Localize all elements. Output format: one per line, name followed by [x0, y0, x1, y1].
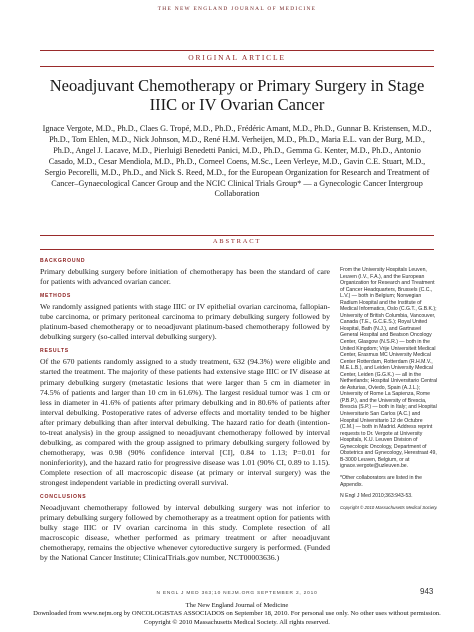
download-notice [0, 602, 474, 627]
journal-issue-info: N ENGL J MED 363;10 NEJM.ORG SEPTEMBER 2, 2010 [156, 591, 318, 596]
other-collaborators-note: *Other collaborators are listed in the Appendix. [340, 474, 423, 488]
abstract-body [40, 256, 330, 563]
article-type-bottom-rule [40, 66, 434, 67]
sidebar-copyright: Copyright © 2010 Massachusetts Medical Society. [340, 504, 438, 510]
article-type-label: ORIGINAL ARTICLE [188, 53, 286, 62]
download-notice-copyright: Copyright © 2010 Massachusetts Medical Society. All rights reserved. [144, 618, 330, 626]
download-notice-journal: The New England Journal of Medicine [185, 602, 289, 609]
article-type-top-rule [40, 50, 434, 51]
page-number: 943 [420, 587, 434, 596]
citation: N Engl J Med 2010;363:943-53. [340, 493, 413, 500]
download-notice-source: Downloaded from www.nejm.org by ONCOLOGISTAS ASSOCIADOS on September 18, 2010. For personal use only. No other uses without permission. [33, 610, 441, 618]
conclusions-label: CONCLUSIONS [40, 494, 87, 501]
affiliations-sidebar [340, 267, 438, 516]
conclusions-text: Neoadjuvant chemotherapy followed by interval debulking surgery was not inferior to primary debulking surgery followed by chemotherapy as a treatment option for patients with bulky stage IIIC or IV ovarian carcinoma in this study. Complete resection of all macroscopic disease, whether performed as primary treatment or after neoadjuvant chemotherapy, remains the objective whenever cytoreductive surgery is performed. (Funded by the National Cancer Institute; ClinicalTrials.gov number, NCT00003636.) [40, 503, 330, 563]
methods-label: METHODS [40, 293, 72, 300]
journal-header: THE NEW ENGLAND JOURNAL OF MEDICINE [157, 6, 317, 12]
abstract-top-rule [40, 235, 434, 236]
background-label: BACKGROUND [40, 258, 86, 264]
article-title: Neoadjuvant Chemotherapy or Primary Surgery in Stage IIIC or IV Ovarian Cancer [49, 76, 425, 114]
author-list: Ignace Vergote, M.D., Ph.D., Claes G. Tropé, M.D., Ph.D., Frédéric Amant, M.D., Ph.D., Gunnar B. Kristensen, M.D., Ph.D., Tom Ehlen, M.D., Nick Johnson, M.D., René H.M. Verheijen, M.D., Ph.D., Maria E.L. van der Burg, M.D., Ph.D., Angel J. Lacave, M.D., Pierluigi Benedetti Panici, M.D., Ph.D., Gemma G. Kenter, M.D., Ph.D., Antonio Casado, M.D., Cesar Mendiola, M.D., Ph.D., Corneel Coens, M.Sc., Leen Verleye, M.D., Gavin C.E. Stuart, M.D., Sergio Pecorelli, M.D., Ph.D., and Nick S. Reed, M.D., for the European Organization for Research and Treatment of Cancer–Gynaecological Cancer Group and the NCIC Clinical Trials Group* — a Gynecologic Cancer Intergroup Collaboration [42, 124, 432, 199]
methods-text: We randomly assigned patients with stage IIIC or IV epithelial ovarian carcinoma, fallopian-tube carcinoma, or primary peritoneal carcinoma to primary debulking surgery followed by platinum-based chemotherapy or to neoadjuvant platinum-based chemotherapy followed by debulking surgery (so-called interval debulking surgery). [40, 302, 330, 342]
results-text: Of the 670 patients randomly assigned to a study treatment, 632 (94.3%) were eligible and started the treatment. The majority of these patients had extensive stage IIIC or IV disease at primary debulking surgery (metastatic lesions that were larger than 5 cm in diameter in 74.5% of patients and larger than 10 cm in 61.6%). The largest residual tumor was 1 cm or less in diameter in 41.6% of patients after primary debulking and in 80.6% of patients after interval debulking. Postoperative rates of adverse effects and mortality tended to be higher after primary debulking than after interval debulking. The hazard ratio for death (intention-to-treat analysis) in the group assigned to neoadjuvant chemotherapy followed by interval debulking, as compared with the group assigned to primary debulking surgery followed by chemotherapy, was 0.98 (90% confidence interval [CI], 0.84 to 1.13; P=0.01 for noninferiority), and the hazard ratio for progressive disease was 1.01 (90% CI, 0.89 to 1.15). Complete resection of all macroscopic disease (at primary or interval surgery) was the strongest independent variable in predicting overall survival. [40, 357, 330, 487]
abstract-bottom-rule [40, 249, 434, 250]
abstract-heading: ABSTRACT [212, 238, 262, 245]
background-text: Primary debulking surgery before initiation of chemotherapy has been the standard of care for patients with advanced ovarian cancer. [40, 267, 330, 287]
affiliations-text: From the University Hospitals Leuven, Leuven (I.V., F.A.), and the European Organization for Research and Treatment of Cancer Headquarters, Brussels (C.C., L.V.) — both in Belgium; Norwegian Radium Hospital and the Institute of Medical Informatics, Oslo (C.G.T., G.B.K.); University of British Columbia, Vancouver, Canada (T.E., G.C.E.S.); Royal United Hospital, Bath (N.J.), and Gartnavel General Hospital and Beatson Oncology Center, Glasgow (N.S.R.) — both in the United Kingdom; Vrije Universiteit Medical Center, Erasmus MC University Medical Center Rotterdam, Rotterdam (R.H.M.V., M.E.L.B.), and Leiden University Medical Center, Leiden (G.G.K.) — all in the Netherlands; Hospital Universitario Central de Asturias, Oviedo, Spain (A.J.L.); University of Rome La Sapienza, Rome (P.B.P.), and the University of Brescia, Brescia (S.P.) — both in Italy; and Hospital Universitario San Carlos (A.C.) and Hospital Universitario 12 de Octubre (C.M.) — both in Madrid. Address reprint requests to Dr. Vergote at University Hospitals, K.U. Leuven Division of Gynecologic Oncology, Department of Obstetrics and Gynecology, Herestraat 49, B-3000 Leuven, Belgium, or at ignace.vergote@uzleuven.be. [340, 267, 438, 470]
results-label: RESULTS [40, 348, 69, 355]
